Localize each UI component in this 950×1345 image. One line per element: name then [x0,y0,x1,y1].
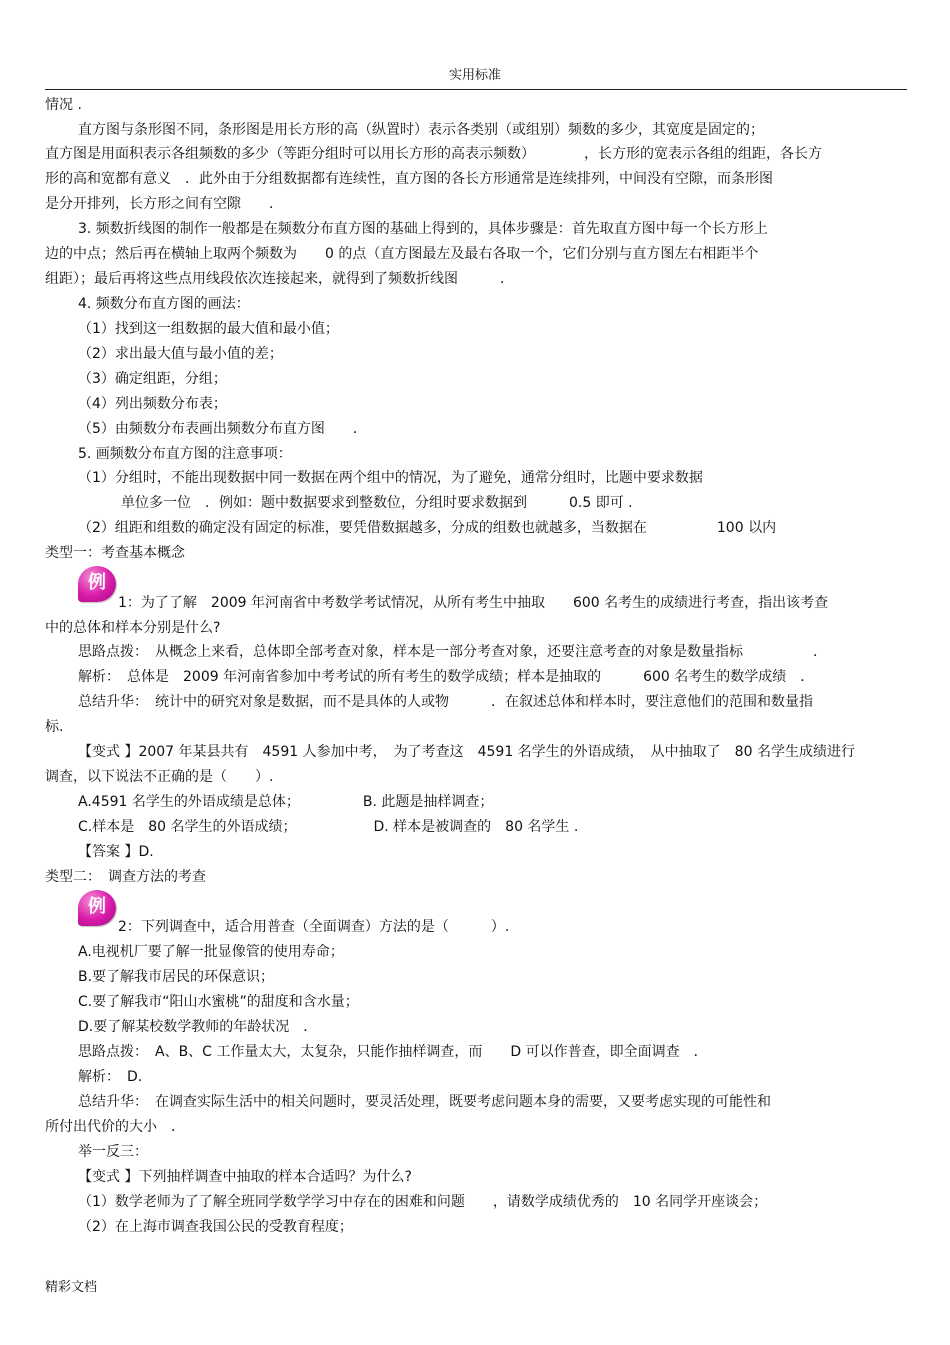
text-line: （2）在上海市调查我国公民的受教育程度； [78,1219,353,1235]
answer-option: C.样本是 80 名学生的外语成绩； D. 样本是被调查的 80 名学生 . [78,819,579,835]
text-line: 直方图是用面积表示各组频数的多少（等距分组时可以用长方形的高表示频数） ，长方形的宽表示各组的组距，各长方 [45,146,822,162]
text-line: 思路点拨： 从概念上来看，总体即全部考查对象，样本是一部分考查对象，还要注意考查的对象是数量指标 ． [78,644,827,660]
answer-option: B.要了解我市居民的环保意识； [78,969,275,985]
text-line: 思路点拨： A、B、C 工作量太大，太复杂，只能作抽样调查，而 D 可以作普查，即全面调查 ． [78,1044,708,1060]
text-line: 解析： D. [78,1069,143,1085]
text-line: 情况 . [45,97,82,113]
example-badge-icon: 例 [78,890,116,926]
text-line: 总结升华： 在调查实际生活中的相关问题时，要灵活处理，既要考虑问题本身的需要，又要考虑实现的可能性和 [78,1094,771,1110]
answer-line: 【答案 】D. [78,844,154,860]
text-line: 直方图与条形图不同，条形图是用长方形的高（纵置时）表示各类别（或组别）频数的多少，其宽度是固定的； [78,122,764,138]
section-heading: 类型二： 调查方法的考查 [45,869,206,885]
text-line: 总结升华： 统计中的研究对象是数据，而不是具体的人或物 ．在叙述总体和样本时，要注意他们的范围和数量指 [78,694,813,710]
text-line: （5）由频数分布表画出频数分布直方图 ． [78,421,367,437]
text-line: 所付出代价的大小 ． [45,1119,185,1135]
answer-option: A.4591 名学生的外语成绩是总体； B. 此题是抽样调查； [78,794,494,810]
text-line: 2：下列调查中，适合用普查（全面调查）方法的是（ ）. [118,919,510,935]
page-header: 实用标准 [448,68,501,83]
answer-option: A.电视机厂要了解一批显像管的使用寿命； [78,944,344,960]
text-line: 3. 频数折线图的制作一般都是在频数分布直方图的基础上得到的，具体步骤是：首先取直方图中每一个长方形上 [78,221,768,237]
text-line: 是分开排列，长方形之间有空隙 ． [45,196,283,212]
text-line: 调查，以下说法不正确的是（ ）. [45,769,274,785]
answer-option: C.要了解我市“阳山水蜜桃”的甜度和含水量； [78,994,359,1010]
text-line: （3）确定组距，分组； [78,371,227,387]
page-footer: 精彩文档 [45,1280,98,1295]
text-line: 【变式 】2007 年某县共有 4591 人参加中考， 为了考查这 4591 名学生的外语成绩， 从中抽取了 80 名学生成绩进行 [78,744,855,760]
text-line: （2）求出最大值与最小值的差； [78,346,283,362]
text-line: （2）组距和组数的确定没有固定的标准，要凭借数据越多，分成的组数也就越多，当数据在 100 以内 [78,520,777,536]
example-badge-icon: 例 [78,566,116,602]
answer-option: D.要了解某校数学教师的年龄状况 ． [78,1019,318,1035]
text-line: 4. 频数分布直方图的画法： [78,296,250,312]
text-line: （1）数学老师为了了解全班同学数学学习中存在的困难和问题 ，请数学成绩优秀的 10 名同学开座谈会； [78,1194,768,1210]
text-line: 【变式 】下列抽样调查中抽取的样本合适吗？为什么? [78,1169,412,1185]
text-line: 标． [45,719,73,735]
section-heading: 类型一：考查基本概念 [45,545,185,561]
text-line: 形的高和宽都有意义 ．此外由于分组数据都有连续性，直方图的各长方形通常是连续排列，中间没有空隙，而条形图 [45,171,773,187]
text-line: （4）列出频数分布表； [78,396,227,412]
text-line: 边的中点；然后再在横轴上取两个频数为 0 的点（直方图最左及最右各取一个，它们分别与直方图左右相距半个 [45,246,759,262]
text-line: 举一反三： [78,1144,148,1160]
text-line: 解析： 总体是 2009 年河南省参加中考考试的所有考生的数学成绩；样本是抽取的 600 名考生的数学成绩 ． [78,669,815,685]
text-line: （1）分组时，不能出现数据中同一数据在两个组中的情况，为了避免，通常分组时，比题中要求数据 [78,470,703,486]
text-line: （1）找到这一组数据的最大值和最小值； [78,321,339,337]
header-divider [45,89,907,90]
text-line: 5. 画频数分布直方图的注意事项： [78,446,292,462]
text-line: 中的总体和样本分别是什么? [45,620,221,636]
text-line: 单位多一位 ．例如：题中数据要求到整数位，分组时要求数据到 0.5 即可 . [121,495,633,511]
text-line: 1：为了了解 2009 年河南省中考数学考试情况，从所有考生中抽取 600 名考生的成绩进行考查，指出该考查 [118,595,829,611]
text-line: 组距）；最后再将这些点用线段依次连接起来，就得到了频数折线图 ． [45,271,514,287]
